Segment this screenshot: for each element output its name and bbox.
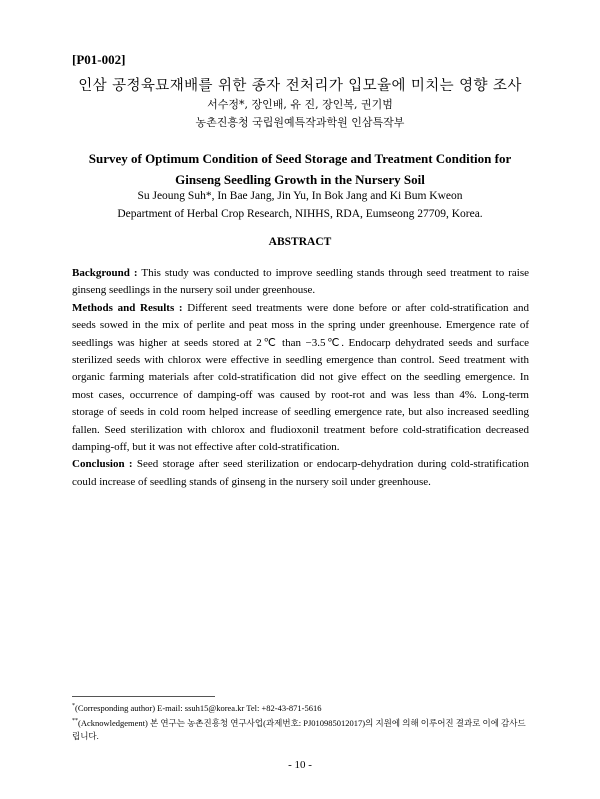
background-paragraph <box>72 265 529 300</box>
methods-paragraph <box>72 300 529 457</box>
footnote-acknowledgement <box>72 715 532 743</box>
background-label: Background : <box>72 267 138 279</box>
footnotes <box>72 700 532 743</box>
abstract-body <box>72 265 529 491</box>
methods-text: Different seed treatments were done before or after cold-stratification and seeds sowed in the mix of perlite and peat moss in the spring under greenhouse. Emergence rate of seedlings was higher at seeds stored at 2℃ than −3.5℃. Endocarp dehydrated seeds and surface sterilized seeds with chlorox were effective in seedling emergence than control. Seed treatment with organic farming materials after cold-stratification did not give effect on the seedling emergence. In most cases, occurrence of damping-off was caused by root-rot and was less than 4%. Long-term storage of seeds in cold room helped increase of seedling emergence rate, but also increased seedling fallen. Seed sterilization with chlorox and fludioxonil treatment before cold-stratification decreased damping-off, but it was not effective after cold-stratification. <box>72 301 530 454</box>
english-title-line2: Ginseng Seedling Growth in the Nursery Soil <box>175 172 425 187</box>
english-affiliation: Department of Herbal Crop Research, NIHHS, RDA, Eumseong 27709, Korea. <box>117 208 483 220</box>
english-authors: Su Jeoung Suh*, In Bae Jang, Jin Yu, In Bok Jang and Ki Bum Kweon <box>137 190 463 202</box>
footnote-acknowledgement-text: (Acknowledgement) 본 연구는 농촌진흥청 연구사업(과제번호: PJ010985012017)의 지원에 의해 이루어진 결과로 이에 감사드립니다. <box>72 717 526 741</box>
page-number: - 10 - <box>288 759 312 771</box>
conclusion-label: Conclusion : <box>72 458 133 471</box>
footnote-mark: * <box>72 703 75 709</box>
background-text: This study was conducted to improve seedling stands through seed treatment to raise ginseng seedlings in the nursery soil under greenhouse. <box>72 267 529 297</box>
footnote-divider <box>72 696 215 697</box>
methods-label: Methods and Results : <box>72 301 183 314</box>
korean-affiliation: 농촌진흥청 국립원예특작과학원 인삼특작부 <box>195 116 405 129</box>
korean-authors: 서수정*, 장인배, 유 진, 장인복, 권기범 <box>207 98 393 111</box>
conclusion-text: Seed storage after seed sterilization or endocarp-dehydration during cold-stratification could increase of seedling stands of ginseng in the nursery soil under greenhouse. <box>72 458 529 488</box>
footnote-mark: ** <box>72 717 78 724</box>
english-title-line1: Survey of Optimum Condition of Seed Storage and Treatment Condition for <box>88 151 512 166</box>
abstract-heading: ABSTRACT <box>268 236 332 248</box>
footnote-corresponding <box>72 700 532 715</box>
english-title <box>60 148 540 190</box>
paper-id: [P01-002] <box>72 52 126 67</box>
korean-title: 인삼 공정육묘재배를 위한 종자 전처리가 입모율에 미치는 영향 조사 <box>78 78 522 94</box>
conclusion-paragraph <box>72 456 529 491</box>
footnote-corresponding-text: (Corresponding author) E-mail: ssuh15@korea.kr Tel: +82-43-871-5616 <box>75 702 322 713</box>
